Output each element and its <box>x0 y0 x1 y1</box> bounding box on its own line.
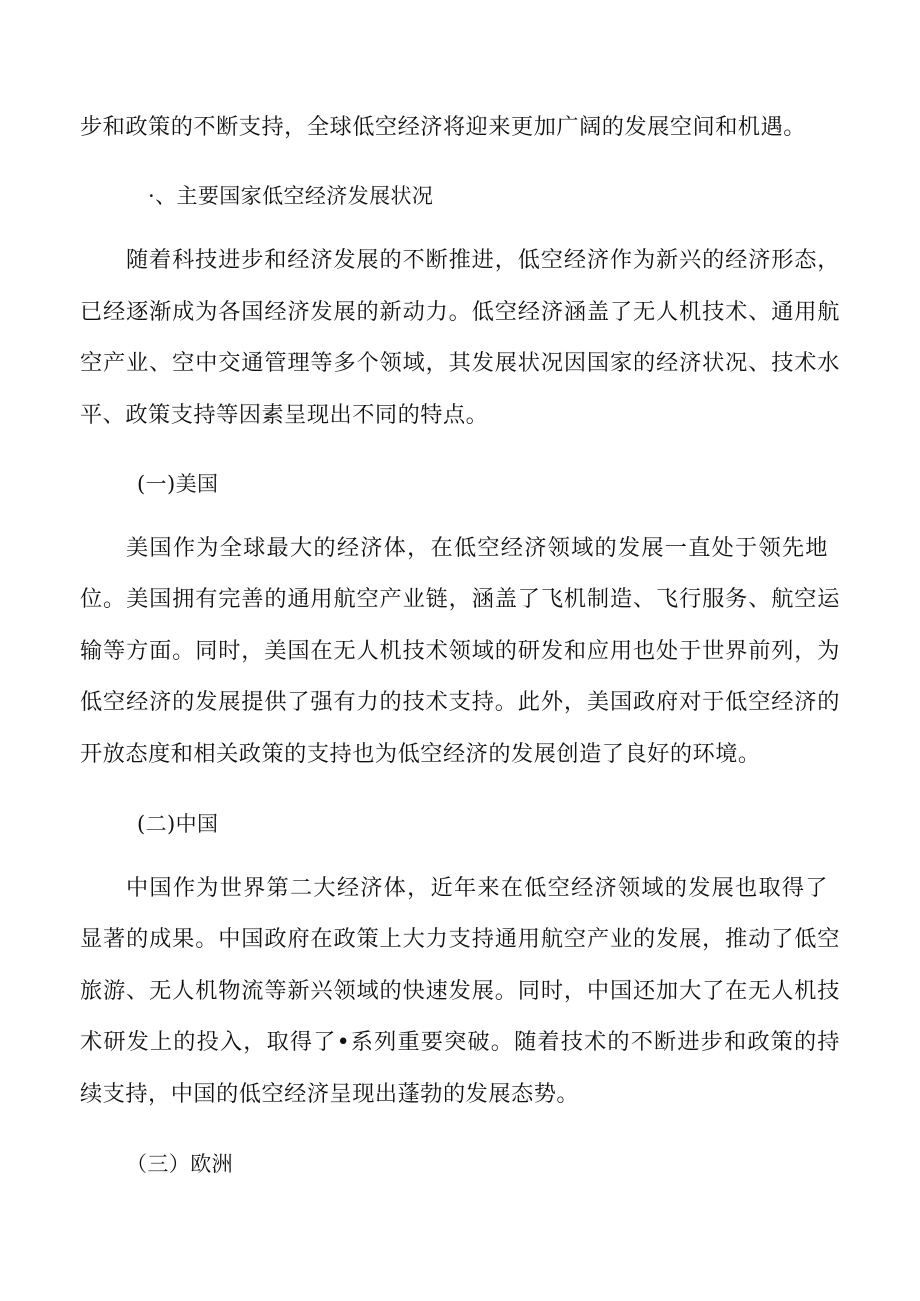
section-heading: ·、主要国家低空经济发展状况 <box>148 184 434 208</box>
paragraph-line: 随着科技进步和经济发展的不断推进，低空经济作为新兴的经济形态， <box>126 247 840 273</box>
paragraph-line: 步和政策的不断支持，全球低空经济将迎来更加广阔的发展空间和机遇。 <box>80 114 806 140</box>
subsection-heading-usa: (一)美国 <box>137 472 219 496</box>
paragraph-line: 旅游、无人机物流等新兴领域的快速发展。同时，中国还加大了在无人机技 <box>80 978 840 1004</box>
paragraph-line: 位。美国拥有完善的通用航空产业链，涵盖了飞机制造、飞行服务、航空运 <box>80 586 840 612</box>
paragraph-line: 已经逐渐成为各国经济发展的新动力。低空经济涵盖了无人机技术、通用航 <box>80 299 840 325</box>
paragraph-line: 平、政策支持等因素呈现出不同的特点。 <box>80 402 489 428</box>
paragraph-line: 美国作为全球最大的经济体，在低空经济领域的发展一直处于领先地 <box>126 535 828 561</box>
subsection-heading-china: (二)中国 <box>137 812 219 836</box>
paragraph-line: 续支持，中国的低空经济呈现出蓬勃的发展态势。 <box>80 1081 580 1107</box>
paragraph-line: 术研发上的投入，取得了•系列重要突破。随着技术的不断进步和政策的持 <box>80 1029 840 1055</box>
paragraph-line: 开放态度和相关政策的支持也为低空经济的发展创造了良好的环境。 <box>80 741 761 767</box>
subsection-heading-europe: （三）欧洲 <box>126 1152 233 1176</box>
paragraph-line: 空产业、空中交通管理等多个领域，其发展状况因国家的经济状况、技术水 <box>80 350 840 376</box>
paragraph-line: 输等方面。同时，美国在无人机技术领域的研发和应用也处于世界前列，为 <box>80 638 840 664</box>
paragraph-line: 中国作为世界第二大经济体，近年来在低空经济领域的发展也取得了 <box>126 875 828 901</box>
paragraph-line: 低空经济的发展提供了强有力的技术支持。此外，美国政府对于低空经济的 <box>80 689 840 715</box>
paragraph-line: 显著的成果。中国政府在政策上大力支持通用航空产业的发展，推动了低空 <box>80 926 840 952</box>
